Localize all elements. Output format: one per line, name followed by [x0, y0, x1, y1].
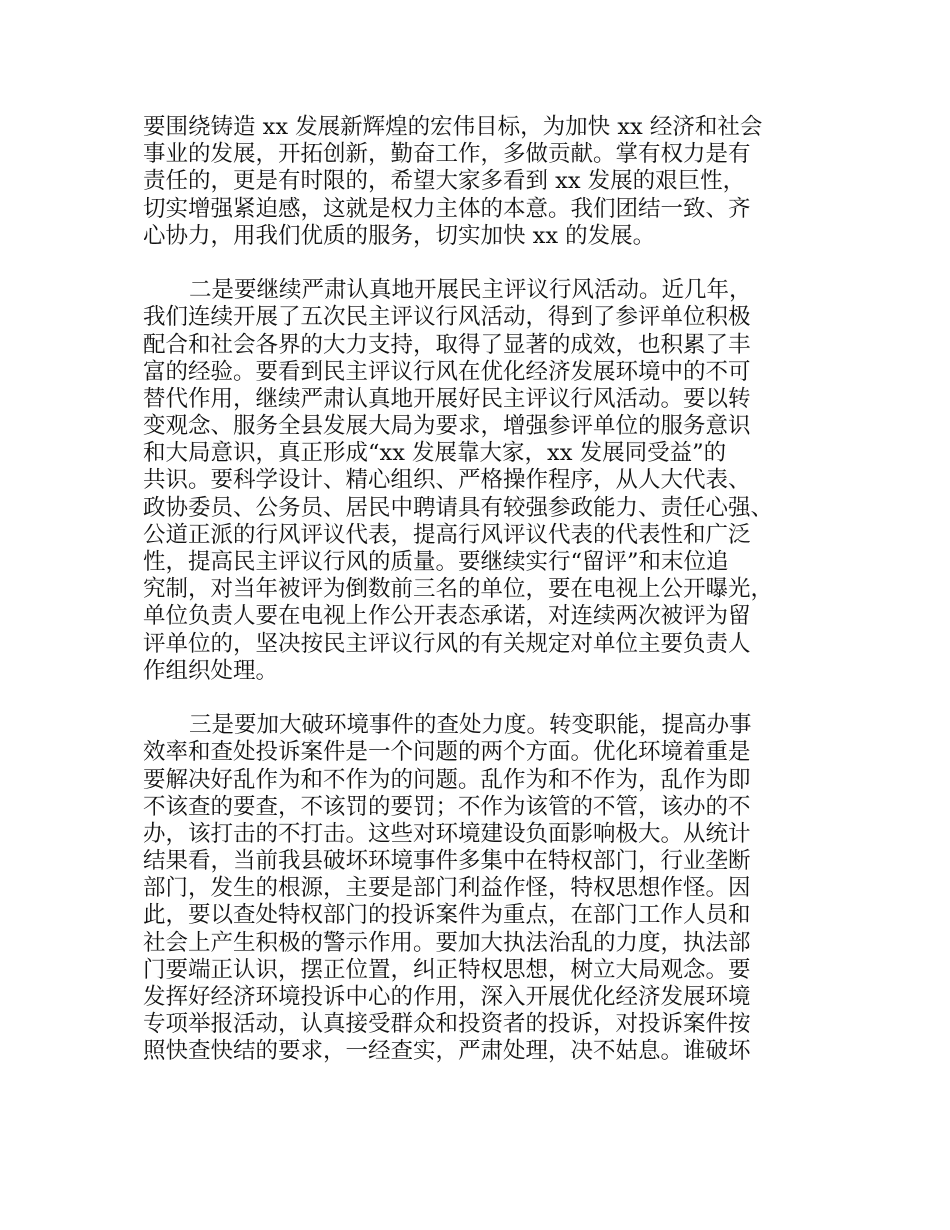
paragraph-gap [143, 250, 823, 277]
paragraph-gap [143, 685, 823, 712]
text-line: 二是要继续严肃认真地开展民主评议行风活动。近几年， [189, 277, 752, 304]
text-line: 事业的发展，开拓创新，勤奋工作，多做贡献。掌有权力是有 [143, 141, 751, 168]
text-line: 社会上产生积极的警示作用。要加大执法治乱的力度，执法部 [143, 929, 751, 956]
text-line: 究制，对当年被评为倒数前三名的单位，要在电视上公开曝光， [143, 576, 774, 603]
paragraph [143, 114, 823, 250]
text-line: 配合和社会各界的大力支持，取得了显著的成效，也积累了丰 [143, 331, 751, 358]
document-body [143, 114, 823, 1066]
text-line: 门要端正认识，摆正位置，纠正特权思想，树立大局观念。要 [143, 956, 751, 983]
text-line: 政协委员、公务员、居民中聘请具有较强参政能力、责任心强、 [143, 494, 774, 521]
text-line: 办，该打击的不打击。这些对环境建设负面影响极大。从统计 [143, 820, 751, 847]
text-line: 专项举报活动，认真接受群众和投资者的投诉，对投诉案件按 [143, 1011, 751, 1038]
text-line: 共识。要科学设计、精心组织、严格操作程序，从人大代表、 [143, 467, 751, 494]
text-line: 发挥好经济环境投诉中心的作用，深入开展优化经济发展环境 [143, 984, 751, 1010]
text-line: 变观念、服务全县发展大局为要求，增强参评单位的服务意识 [143, 413, 751, 440]
text-line: 效率和查处投诉案件是一个问题的两个方面。优化环境着重是 [143, 739, 751, 766]
text-line: 替代作用，继续严肃认真地开展好民主评议行风活动。要以转 [143, 385, 751, 412]
text-line: 责任的，更是有时限的，希望大家多看到 xx 发展的艰巨性， [143, 168, 746, 195]
text-line: 不该查的要查，不该罚的要罚；不作为该管的不管，该办的不 [143, 793, 751, 820]
text-line: 我们连续开展了五次民主评议行风活动，得到了参评单位积极 [143, 304, 751, 331]
text-line: 三是要加大破环境事件的查处力度。转变职能，提高办事 [189, 712, 752, 739]
text-line: 性，提高民主评议行风的质量。要继续实行“留评”和末位追 [143, 549, 729, 575]
text-line: 结果看，当前我县破坏环境事件多集中在特权部门，行业垄断 [143, 848, 751, 875]
text-line: 和大局意识，真正形成“xx 发展靠大家，xx 发展同受益”的 [143, 440, 727, 467]
text-line: 切实增强紧迫感，这就是权力主体的本意。我们团结一致、齐 [143, 195, 751, 222]
paragraph [143, 712, 823, 1065]
text-line: 部门，发生的根源，主要是部门利益作怪，特权思想作怪。因 [143, 875, 751, 902]
text-line: 要围绕铸造 xx 发展新辉煌的宏伟目标，为加快 xx 经济和社会 [143, 114, 763, 140]
text-line: 照快查快结的要求，一经查实，严肃处理，决不姑息。谁破坏 [143, 1038, 751, 1065]
text-line: 此，要以查处特权部门的投诉案件为重点，在部门工作人员和 [143, 902, 751, 929]
paragraph [143, 277, 823, 685]
text-line: 公道正派的行风评议代表，提高行风评议代表的代表性和广泛 [143, 521, 751, 548]
text-line: 作组织处理。 [143, 657, 279, 684]
text-line: 评单位的，坚决按民主评议行风的有关规定对单位主要负责人 [143, 630, 751, 657]
text-line: 富的经验。要看到民主评议行风在优化经济发展环境中的不可 [143, 358, 751, 385]
text-line: 单位负责人要在电视上作公开表态承诺，对连续两次被评为留 [143, 603, 751, 630]
text-line: 要解决好乱作为和不作为的问题。乱作为和不作为，乱作为即 [143, 766, 751, 793]
text-line: 心协力，用我们优质的服务，切实加快 xx 的发展。 [143, 222, 656, 249]
